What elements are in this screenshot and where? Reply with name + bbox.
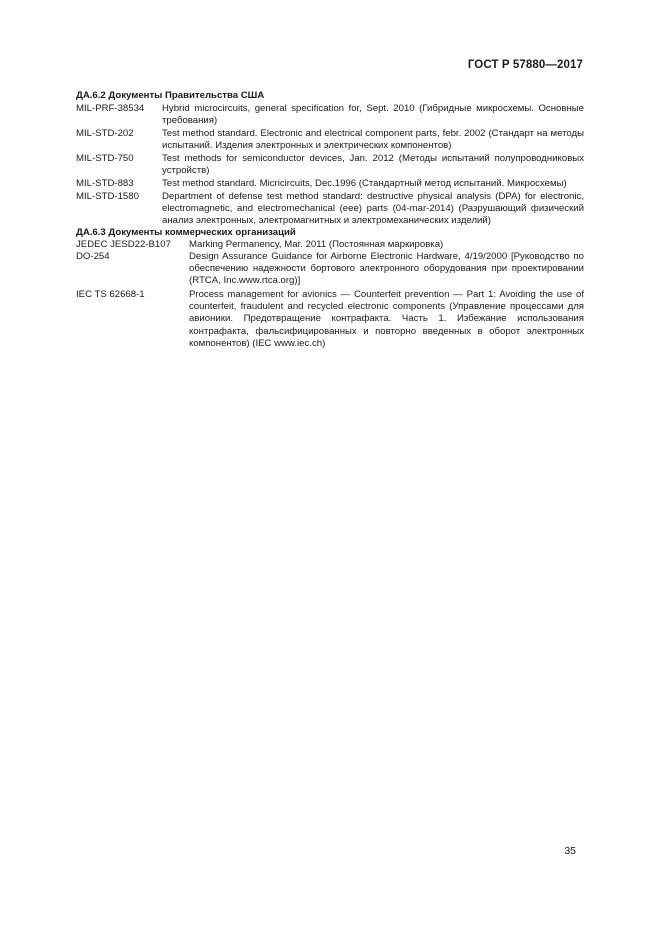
reference-description: Hybrid microcircuits, general specification for, Sept. 2010 (Гибридные микросхемы. Основные требования)	[162, 103, 584, 127]
reference-code: MIL-STD-750	[76, 153, 134, 164]
reference-entry	[76, 289, 584, 351]
reference-entry	[76, 191, 584, 228]
reference-code: MIL-STD-883	[76, 178, 134, 189]
reference-entry	[76, 178, 584, 190]
reference-description: Department of defense test method standard: destructive physical analysis (DPA) for electronic, electromagnetic, and electromechanical (eee) parts (04-mar-2014) (Разрушающий физический анализ электронных, электромагнитных и электромеханических изделий)	[162, 191, 584, 227]
reference-code: MIL-STD-202	[76, 128, 134, 139]
reference-code: MIL-PRF-38534	[76, 103, 145, 114]
reference-description: Test method standard. Micricircuits, Dec.1996 (Стандартный метод испытаний. Микросхемы)	[162, 178, 567, 189]
reference-entry	[76, 153, 584, 178]
reference-description: Design Assurance Guidance for Airborne Electronic Hardware, 4/19/2000 [Руководство по обеспечению надежности бортового электронного оборудования при проектировании (RTCA, Inc.www.rtca.org)]	[189, 251, 584, 287]
reference-description: Test method standard. Electronic and electrical component parts, febr. 2002 (Стандарт на методы испытаний. Изделия электронных и электрических компонентов)	[162, 128, 584, 152]
reference-code: MIL-STD-1580	[76, 191, 139, 202]
reference-entry	[76, 239, 584, 251]
section-heading-commercial-organizations: ДА.6.3 Документы коммерческих организаций	[76, 227, 296, 238]
reference-description: Test methods for semiconductor devices, Jan. 2012 (Методы испытаний полупроводниковых устройств)	[162, 153, 584, 177]
section-heading-us-government: ДА.6.2 Документы Правительства США	[76, 90, 265, 101]
reference-code: IEC TS 62668-1	[76, 289, 145, 300]
reference-description: Process management for avionics — Counterfeit prevention — Part 1: Avoiding the use of counterfeit, fraudulent and recycled electronic components (Управление процессами для авионики. Предотвращение контрафакта. Часть 1. Избежание использования контрафакта, фальсифицированных и повторно введенных в оборот электронных компонентов) (IEC www.iec.ch)	[189, 289, 584, 349]
reference-entry	[76, 128, 584, 153]
standard-id-header: ГОСТ Р 57880—2017	[467, 59, 583, 71]
reference-entry	[76, 251, 584, 288]
reference-description: Marking Permanency, Mar. 2011 (Постоянная маркировка)	[189, 239, 444, 250]
page-number: 35	[564, 845, 576, 857]
reference-code: DO-254	[76, 251, 110, 262]
reference-entry	[76, 103, 584, 128]
reference-code: JEDEC JESD22-B107	[76, 239, 171, 250]
